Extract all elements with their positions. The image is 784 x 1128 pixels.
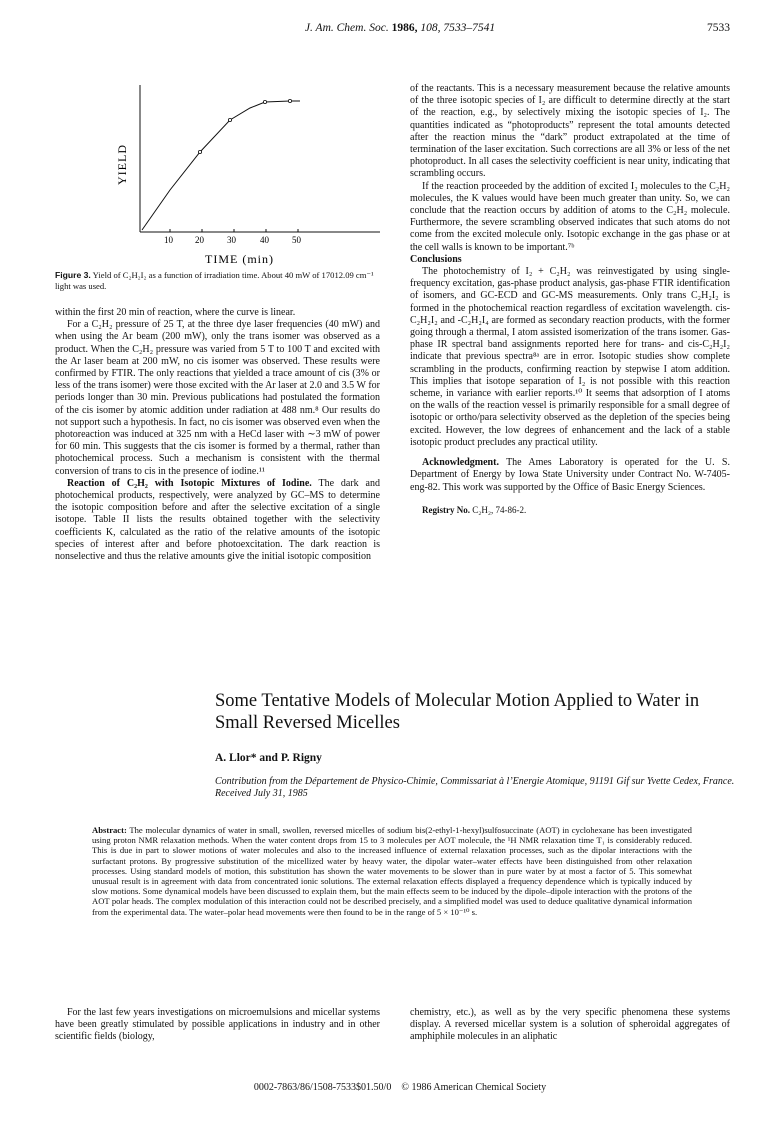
y-axis-label: YIELD	[115, 144, 129, 185]
journal-volume-pages: 108, 7533–7541	[420, 22, 496, 34]
journal-name: J. Am. Chem. Soc.	[304, 22, 389, 34]
caption-label: Figure 3.	[55, 270, 91, 280]
acknowledgment	[410, 457, 730, 494]
ack-heading: Acknowledgment.	[422, 457, 499, 469]
journal-year: 1986,	[391, 22, 418, 34]
yield-curve	[142, 101, 300, 230]
data-point	[263, 100, 266, 103]
paragraph: The photochemistry of I₂ + C₂H₂ was reinvestigated by using single-frequency excitation, gas-phase product analysis, gas-phase FTIR identification of isomers, and GC-ECD and GC-MS measurements. Only trans C₂H₂I₂ is formed in the photochemical reaction regardless of excitation wavelength. cis-C₂H₂I₂ and -C₂H₂I₄ are formed as secondary reaction products, with the former going through a thermal, I atom assisted isomerization of the trans isomer. Gas-phase IR spectral band assignments reported here for trans- and cis-C₂H₂I₂ indicate that previous spectra⁸ᵃ are in error. Isotopic studies show complete scrambling in the products, confirming reaction by stepwise I atom addition. This implies that isotope separation of I₂ is not possible with this reaction scheme, in variance with earlier reports.¹⁰ It seems that adsorption of I atoms on the walls of the reaction vessel is primarily responsible for a small degree of isotopic or ortho/para selectivity observed as the depletion of the species being excited. However, the low degrees of enhancement and the lack of a stable isotopic product precludes any practical utility.	[410, 266, 730, 448]
abstract-text: The molecular dynamics of water in small, swollen, reversed micelles of sodium bis(2-ethyl-1-hexyl)sulfosuccinate (AOT) in cyclohexane has been investigated using proton NMR relaxation methods. When the water content drops from 15 to 3 molecules per AOT molecule, the ¹H NMR relaxation time T₁ is considerably reduced. This is due in part to slower motions of water molecules and also to the increased influence of external relaxation processes, such as the dipolar interactions with the surfactant protons. By progressive substitution of the micellized water by heavy water, the dipolar water–water effects have been distinguished from other relaxation processes. Using standard models of motion, this substitution has shown the water movements to be slower than in pure water by at most a factor of 5. This somewhat unusual result is in agreement with data from concentrated ionic solutions. The external relaxation effects displayed a frequency dependence which is typically induced by slow motions. Some dynamical models have been discussed to explain them, but the main effects seem to be induced by the dipole–dipole interaction with the protons of the AOT polar heads. The complex modulation of this interaction could not be described precisely, and a simplified model was used to deduce qualitative dynamical information from the experimental data. The water–polar head movements were then found to be in the range of 5 × 10⁻¹⁰ s.	[92, 825, 692, 917]
x-axis-label: TIME (min)	[205, 252, 274, 266]
ack-text: The Ames Laboratory is operated for the U. S. Department of Energy by Iowa State University under Contract No. W-7405-eng-82. This work was supported by the Office of Basic Energy Sciences.	[410, 457, 730, 493]
figure-caption	[55, 270, 380, 291]
paragraph: For the last few years investigations on microemulsions and micellar systems have been greatly stimulated by possible applications in industry and in other scientific fields (biology,	[55, 1007, 380, 1043]
paragraph: If the reaction proceeded by the addition of excited I₂ molecules to the C₂H₂ molecules, the K values would have been much greater than unity. So, we can conclude that the reaction occurs by addition of atoms to the C₂H₂ molecule. Furthermore, the severe scrambling observed indicates that such atoms do not come from the excited molecule only. Isotopic exchange in the gas phase or at the cell walls is known to be important.⁷ᵇ	[410, 180, 730, 253]
section-heading: Conclusions	[410, 253, 462, 265]
x-tick-label: 10	[164, 235, 173, 245]
data-markers	[198, 99, 291, 153]
paragraph: within the first 20 min of reaction, where the curve is linear.	[55, 307, 296, 318]
intro-left	[55, 1007, 380, 1044]
paragraph: chemistry, etc.), as well as by the very specific phenomena these systems display. A reversed micellar system is a solution of spheroidal aggregates of amphiphile molecules in an aliphatic	[410, 1007, 730, 1043]
running-header	[230, 22, 570, 34]
footer-copyright: © 1986 American Chemical Society	[401, 1082, 547, 1093]
paragraph: For a C₂H₂ pressure of 25 T, at the three dye laser frequencies (40 mW) and when using the Ar beam (200 mW), only the trans isomer was observed as a product. When the C₂H₂ pressure was varied from 5 T to 100 T and excited with the Ar laser beam at 200 mW, no cis isomer was observed. These results were confirmed by FTIR. The only reactions that yielded a trace amount of cis (3% or less of the trans isomer) were those excited with the Ar laser at 2.0 and 3.5 W for periods longer than 30 min. Previous publications had postulated the formation of the cis isomer by atomic addition under radiation at 488 nm.⁸ Our results do not support such a hypothesis. In fact, no cis isomer was observed even when the photoreaction was induced at 325 nm with a HeCd laser with ∼3 mW of power for 60 min. This suggests that the cis isomer is formed by a thermal, rather than photochemical process. Such a mechanism is consistent with the thermal conversion of trans to cis in the presence of iodine.¹¹	[55, 319, 380, 477]
right-column	[410, 83, 730, 516]
abstract-heading: Abstract:	[92, 825, 127, 835]
caption-text: Yield of C₂H₂I₂ as a function of irradiation time. About 40 mW of 17012.09 cm⁻¹ light was used.	[55, 270, 374, 291]
registry-text: C₂H₂, 74-86-2.	[472, 504, 527, 515]
data-point	[198, 150, 201, 153]
left-column	[55, 307, 380, 563]
paragraph: of the reactants. This is a necessary measurement because the relative amounts of the three isotopic species of I₂ are difficult to determine directly at the start of the reaction, e.g., by selectively mixing the isotopic species of I₂. The quantities indicated as “photoproducts” represent the total amounts detected after the reaction minus the “dark” product extrapolated at the time of termination of the laser excitation. Such corrections are all 3% or less of the net photoproduct. In all cases the selectivity coefficient is near unity, indicating that scrambling occurs.	[410, 83, 730, 180]
figure-3-plot	[90, 80, 390, 270]
paragraph	[55, 478, 380, 563]
article-title: Some Tentative Models of Molecular Motion Applied to Water in Small Reversed Micelles	[215, 691, 700, 733]
data-point	[228, 118, 231, 121]
x-tick-label: 20	[195, 235, 204, 245]
article-authors: A. Llor* and P. Rigny	[215, 752, 322, 764]
page-number: 7533	[707, 22, 730, 34]
registry	[410, 504, 730, 516]
article-affiliation: Contribution from the Département de Physico-Chimie, Commissariat à l’Energie Atomique, 91191 Gif sur Yvette Cedex, France. Received July 31, 1985	[215, 776, 735, 799]
data-point	[288, 99, 291, 102]
registry-heading: Registry No.	[422, 504, 470, 515]
intro-right	[410, 1007, 730, 1044]
paragraph-text: The dark and photochemical products, respectively, were analyzed by GC–MS to determine the isotopic composition before and after the selective excitation of a single isotope. Table II lists the results obtained together with the selectivity coefficients K, calculated as the ratio of the relative amounts of the isotopic species of interest after and before photoexcitation. The dark reaction is nonselective and thus the relative amounts give the initial isotopic composition	[55, 477, 380, 563]
abstract	[92, 825, 692, 917]
run-in-heading: Reaction of C₂H₂ with Isotopic Mixtures of Iodine.	[67, 477, 312, 489]
x-tick-label: 30	[227, 235, 236, 245]
footer-code: 0002-7863/86/1508-7533$01.50/0	[253, 1082, 392, 1093]
x-tick-label: 50	[292, 235, 301, 245]
page-footer	[200, 1082, 600, 1093]
x-tick-label: 40	[260, 235, 269, 245]
